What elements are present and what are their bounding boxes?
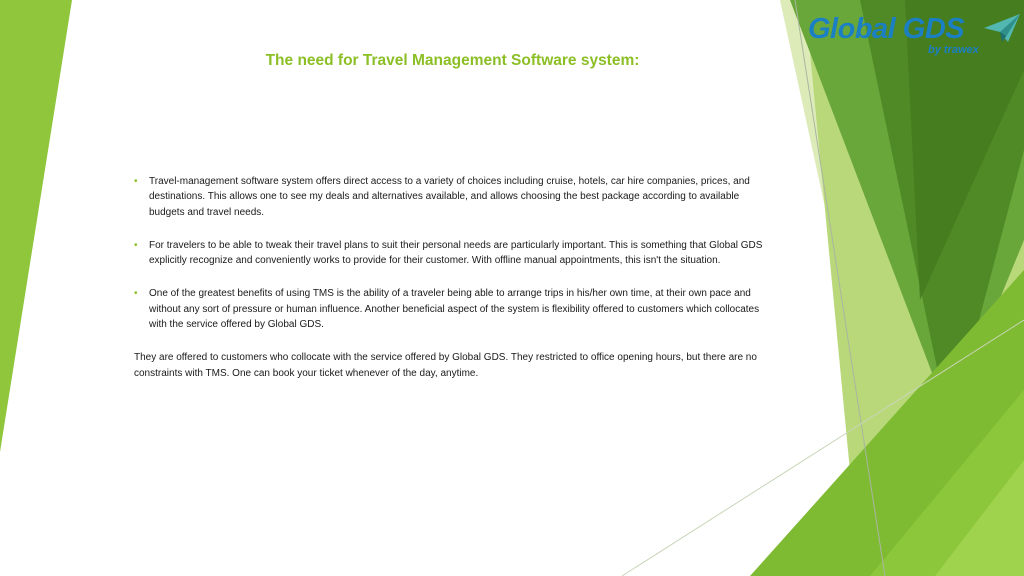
- logo-brand-text: Global GDS: [808, 13, 965, 45]
- slide-title: The need for Travel Management Software system:: [265, 52, 640, 69]
- bullet-text: One of the greatest benefits of using TMS is the ability of a traveler being able to arrange trips in his/her own time, at their own pace and without any sort of pressure or human influence. Another beneficial aspect of the system is flexibility offered to customers which collocates with the service offered by Global GDS.: [149, 288, 760, 331]
- paper-plane-icon: [982, 12, 1022, 46]
- bullet-text: For travelers to be able to tweak their travel plans to suit their personal needs are particularly important. This is something that Global GDS explicitly recognize and conveniently works to provide for their customer. With offline manual appointments, this isn't the situation.: [149, 239, 763, 267]
- bullet-item: [134, 174, 774, 220]
- bullet-text: Travel-management software system offers direct access to a variety of choices including cruise, hotels, car hire companies, prices, and destinations. This allows one to see my deals and alternatives available, and allows choosing the best package according to available budgets and travel needs.: [149, 176, 750, 218]
- slide-content: [134, 174, 774, 381]
- left-green-sliver: [0, 0, 72, 452]
- bullet-item: [134, 286, 774, 332]
- bullet-icon: •: [134, 176, 138, 187]
- bullet-item: [134, 238, 774, 269]
- bullet-icon: •: [134, 239, 138, 251]
- closing-paragraph: They are offered to customers who collocate with the service offered by Global GDS. They restricted to office opening hours, but there are no constraints with TMS. One can book your ticket whenever of the day, anytime.: [134, 352, 757, 379]
- logo-tagline: by trawex: [928, 44, 979, 56]
- bullet-list: [134, 174, 774, 332]
- bullet-icon: •: [134, 288, 138, 300]
- global-gds-logo: [808, 10, 1024, 60]
